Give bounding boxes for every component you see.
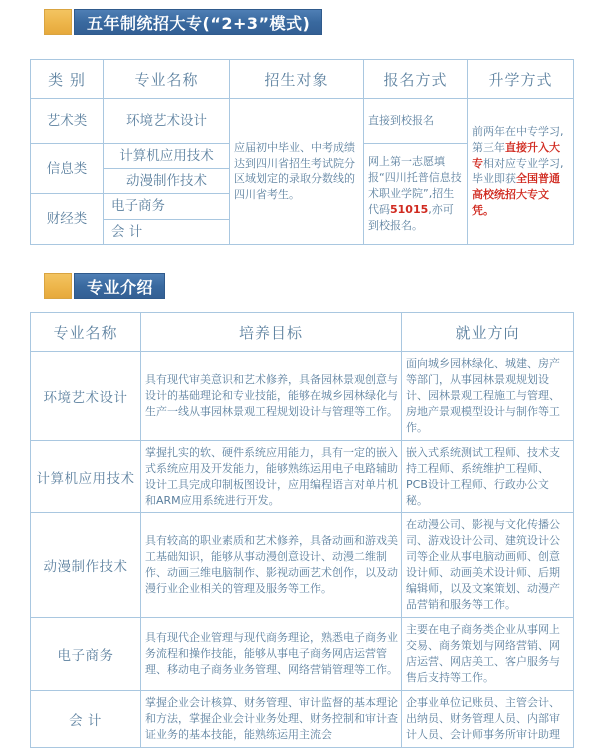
enrollment-table: [30, 59, 574, 245]
major-career-cell: 在动漫公司、影视与文化传播公司、游戏设计公司、建筑设计公司等企业从事电脑动画师、创意设计师、动画美术设计师、后期编辑师，以及文案策划、动漫产品营销和服务等工作。: [402, 513, 574, 618]
apply-online-suffix: ,亦可到校报名。: [368, 202, 454, 232]
advance-highlight-2: 全国普通高校统招大专文凭。: [472, 172, 560, 218]
col-header-major-name: 专业名称: [31, 313, 141, 352]
category-finance: 财经类: [31, 194, 104, 244]
col-header-career: 就业方向: [402, 313, 574, 352]
major-name-cell: 电子商务: [31, 618, 141, 691]
enrollment-target-text: 应届初中毕业、中考成绩达到四川省招生考试院分区域划定的录取分数线的四川省考生。: [230, 99, 364, 245]
major-name-cell: 会 计: [31, 690, 141, 747]
table-row: [31, 513, 574, 618]
advance-highlight-1: 直接升入大专: [472, 140, 560, 170]
major-ecommerce: 电子商务: [104, 194, 230, 219]
col-header-category: 类 别: [31, 60, 104, 99]
apply-online-prefix: 网上第一志愿填报“四川托普信息技术职业学院”,招生代码: [368, 155, 462, 216]
table-row: [31, 352, 574, 441]
section-swatch-icon: [44, 9, 72, 35]
col-header-goal: 培养目标: [141, 313, 402, 352]
major-name-cell: 动漫制作技术: [31, 513, 141, 618]
table-row: [31, 618, 574, 691]
major-career-cell: 主要在电子商务类企业从事网上交易、商务策划与网络营销、网店运营、网店美工、客户服务与售后支持等工作。: [402, 618, 574, 691]
major-goal-cell: 具有现代审美意识和艺术修养，具备园林景观创意与设计的基础理论和专业技能，能够在城乡园林绿化与生产一线从事园林景观工程规划设计与管理等工作。: [141, 352, 402, 441]
apply-code: 51015: [390, 202, 429, 216]
col-header-apply: 报名方式: [364, 60, 468, 99]
table-header-row: [31, 60, 574, 99]
section-title-majors: 专业介绍: [74, 273, 165, 299]
major-name-cell: 环境艺术设计: [31, 352, 141, 441]
major-goal-cell: 掌握扎实的软、硬件系统应用能力，具有一定的嵌入式系统应用及开发能力，能够熟练运用电子电路辅助设计工具完成印制板图设计，应用编程语言对单片机和ARM应用系统进行开发。: [141, 440, 402, 513]
col-header-major: 专业名称: [104, 60, 230, 99]
section-swatch-icon-2: [44, 273, 72, 299]
major-goal-cell: 掌握企业会计核算、财务管理、审计监督的基本理论和方法，掌握企业会计业务处理、财务控制和审计查证业务的基本技能，能熟练运用主流会: [141, 690, 402, 747]
major-goal-cell: 具有现代企业管理与现代商务理论，熟悉电子商务业务流程和操作技能，能够从事电子商务网店运营管理、移动电子商务业务管理、网络营销管理等工作。: [141, 618, 402, 691]
col-header-advance: 升学方式: [468, 60, 574, 99]
col-header-target: 招生对象: [230, 60, 364, 99]
advance-part-4: 相对应专业学习,毕业即获: [472, 156, 564, 186]
section-title-enrollment: 五年制统招大专(“2+3”模式): [74, 9, 322, 35]
advance-part-2: 三年: [483, 140, 505, 154]
category-info: 信息类: [31, 144, 104, 194]
table-header-row: [31, 313, 574, 352]
table-row: [31, 99, 574, 144]
section-header-majors: [44, 273, 165, 299]
major-computer: 计算机应用技术: [104, 144, 230, 169]
brochure-page: [0, 9, 600, 741]
table-row: [31, 440, 574, 513]
majors-table: [30, 312, 574, 748]
major-career-cell: 企事业单位记账员、主管会计、出纳员、财务管理人员、内部审计人员、会计师事务所审计助理: [402, 690, 574, 747]
major-career-cell: 嵌入式系统测试工程师、技术支持工程师、系统维护工程师、PCB设计工程师、行政办公文秘。: [402, 440, 574, 513]
major-accounting: 会 计: [104, 219, 230, 244]
advance-method-text: [468, 99, 574, 245]
apply-online-text: [364, 144, 468, 245]
major-env-art: 环境艺术设计: [104, 99, 230, 144]
major-animation: 动漫制作技术: [104, 169, 230, 194]
section-header-enrollment: [44, 9, 600, 35]
major-name-cell: 计算机应用技术: [31, 440, 141, 513]
apply-direct-text: 直接到校报名: [364, 99, 468, 144]
advance-part-1: 前两年在中专学习,第: [472, 124, 564, 154]
major-goal-cell: 具有较高的职业素质和艺术修养，具备动画和游戏美工基础知识，能够从事动漫创意设计、动漫二维制作、动画三维电脑制作、影视动画艺术创作，以及动漫行业企业相关的管理及服务等工作。: [141, 513, 402, 618]
category-art: 艺术类: [31, 99, 104, 144]
major-career-cell: 面向城乡园林绿化、城建、房产等部门，从事园林景观规划设计、园林景观工程施工与管理、房地产景观模型设计与制作等工作。: [402, 352, 574, 441]
table-row: [31, 690, 574, 747]
